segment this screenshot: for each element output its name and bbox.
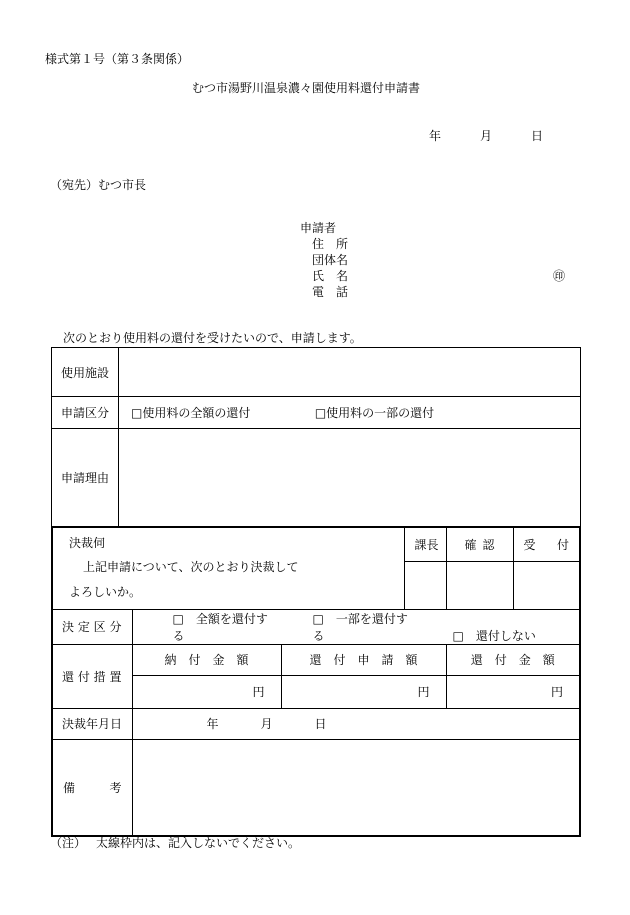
stamp-box-kakunin: [446, 561, 513, 609]
decision-option-partial: □ 一部を還付する: [312, 611, 408, 643]
decision-date-year: 年: [206, 717, 219, 731]
kessai-text-line2: よろしいか。: [69, 585, 142, 599]
kessai-title: 決裁伺: [69, 536, 106, 550]
date-day-label: 日: [531, 129, 544, 143]
header-refund-amount: 還 付 金 額: [446, 644, 580, 675]
decision-option-full: □ 全額を還付する: [172, 611, 268, 643]
decision-date-month: 月: [260, 717, 273, 731]
decision-options: [132, 609, 580, 644]
kessai-text-line1: 上記申請について、次のとおり決裁して: [83, 560, 299, 574]
applicant-name-label: 氏 名: [312, 269, 349, 283]
remarks-field: [132, 739, 580, 836]
date-year-label: 年: [429, 129, 442, 143]
stamp-header-kacho: 課 長: [404, 527, 446, 561]
header-requested-amount: 還 付 申 請 額: [281, 644, 446, 675]
application-table: [51, 347, 581, 527]
document-title: むつ市湯野川温泉濃々園使用料還付申請書: [192, 81, 421, 95]
date-month-label: 月: [480, 129, 493, 143]
stamp-header-uketsuke: 受 付: [513, 527, 580, 561]
header-paid-amount: 納 付 金 額: [132, 644, 281, 675]
category-option-partial[interactable]: □使用料の一部の還付: [314, 406, 435, 420]
remarks-label: 備 考: [52, 739, 132, 836]
seal-mark: ㊞: [553, 269, 566, 283]
applicant-group-label: 団体名: [312, 253, 349, 267]
paid-amount-yen: 円: [132, 675, 281, 708]
category-label: 申請区分: [52, 397, 119, 429]
stamp-header-kakunin: 確 認: [446, 527, 513, 561]
facility-label: 使用施設: [52, 348, 119, 397]
reason-label: 申請理由: [52, 429, 119, 527]
intro-text: 次のとおり使用料の還付を受けたいので、申請します。: [63, 331, 362, 345]
decision-date-label: 決裁年月日: [52, 708, 132, 739]
decision-date-day: 日: [314, 717, 327, 731]
applicant-phone-label: 電 話: [312, 285, 349, 299]
applicant-address-label: 住 所: [312, 237, 349, 251]
footnote-text: 太線枠内は、記入しないでください。: [96, 836, 301, 850]
form-number: 様式第１号（第３条関係）: [45, 52, 190, 66]
applicant-heading: 申請者: [300, 221, 337, 235]
decision-table: [51, 526, 581, 837]
stamp-box-uketsuke: [513, 561, 580, 609]
decision-date-field: [132, 708, 580, 739]
refund-amount-yen: 円: [446, 675, 580, 708]
facility-field[interactable]: [119, 348, 581, 397]
decision-category-label: 決 定 区 分: [52, 609, 132, 644]
kessai-cell: [52, 527, 404, 609]
refund-measure-label: 還 付 措 置: [52, 644, 132, 708]
category-option-full[interactable]: □使用料の全額の還付: [131, 406, 251, 420]
addressee: （宛先）むつ市長: [50, 178, 147, 192]
decision-option-none: □ 還付しない: [452, 628, 536, 643]
footnote-mark: （注）: [50, 836, 87, 850]
requested-amount-yen: 円: [281, 675, 446, 708]
stamp-box-kacho: [404, 561, 446, 609]
category-field: [119, 397, 581, 429]
reason-field[interactable]: [119, 429, 581, 527]
